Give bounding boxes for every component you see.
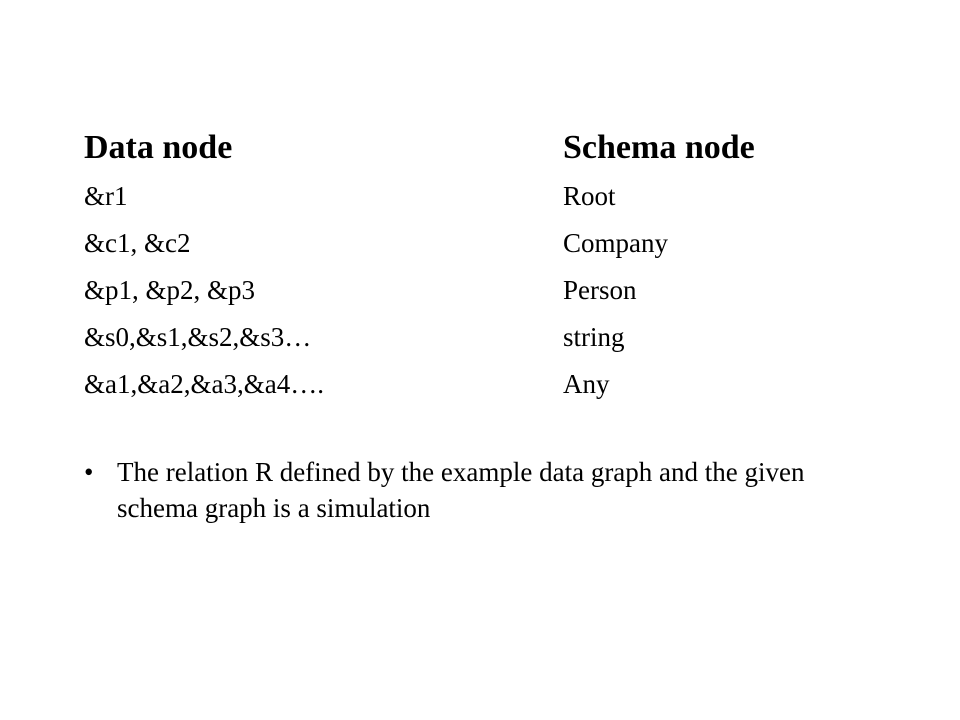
data-node-cell: &c1, &c2 <box>84 228 191 258</box>
node-mapping-table <box>84 124 844 409</box>
schema-node-heading: Schema node <box>563 129 755 166</box>
table-row <box>84 268 844 315</box>
table-row <box>84 362 844 409</box>
schema-node-cell: string <box>563 322 625 352</box>
data-node-cell: &a1,&a2,&a3,&a4…. <box>84 369 324 399</box>
bullet-text: The relation R defined by the example data graph and the given schema graph is a simulation <box>117 457 805 523</box>
schema-node-cell: Company <box>563 228 668 258</box>
schema-node-cell: Any <box>563 369 610 399</box>
table-header-row <box>84 124 844 174</box>
data-node-cell: &p1, &p2, &p3 <box>84 275 256 305</box>
table-row <box>84 174 844 221</box>
table-row <box>84 221 844 268</box>
data-node-cell: &s0,&s1,&s2,&s3… <box>84 322 312 352</box>
schema-node-cell: Person <box>563 275 637 305</box>
data-node-heading: Data node <box>84 129 233 166</box>
table-row <box>84 315 844 362</box>
bullet-marker: • <box>84 457 94 487</box>
data-node-cell: &r1 <box>84 181 128 211</box>
schema-node-cell: Root <box>563 181 616 211</box>
